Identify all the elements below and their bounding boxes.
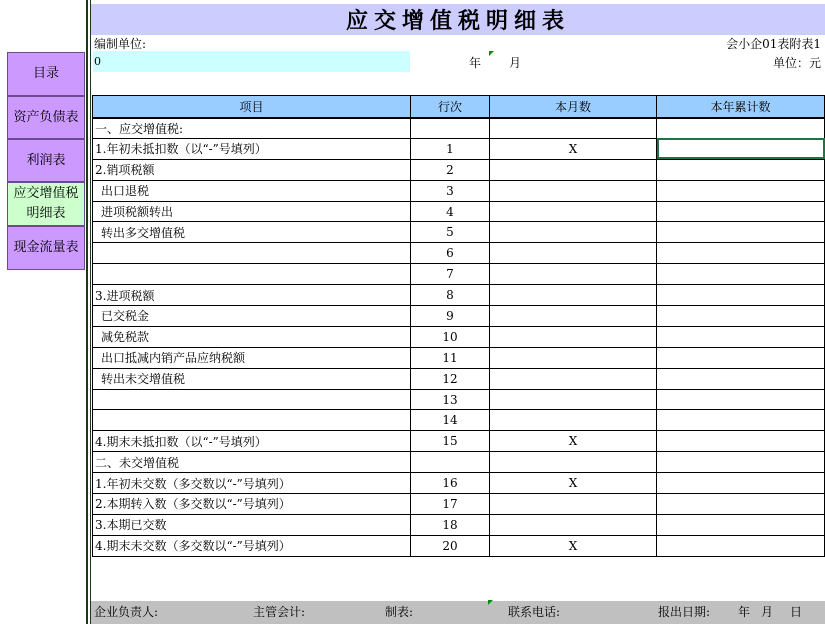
currency-unit-label: 单位：元 [772,56,821,70]
table-row [93,514,825,535]
line-no-cell[interactable]: 3 [411,180,490,201]
item-cell[interactable] [93,389,411,410]
preparer-label: 制表: [385,605,414,619]
item-cell[interactable]: 3.本期已交数 [93,514,411,535]
item-cell[interactable]: 3.进项税额 [93,285,411,306]
table-row [93,452,825,473]
year-to-date-cell[interactable] [657,347,825,368]
column-header-line-no: 行次 [411,96,490,118]
item-cell[interactable]: 出口退税 [93,180,411,201]
item-cell[interactable]: 1.年初未交数（多交数以“-”号填列） [93,473,411,494]
table-row [93,222,825,243]
accountant-label: 主管会计: [253,605,306,619]
year-to-date-cell[interactable] [657,306,825,327]
sheet-title [91,4,825,35]
year-to-date-cell[interactable] [657,431,825,452]
company-name-input[interactable]: 0 [93,51,410,72]
table-row [93,431,825,452]
item-cell[interactable]: 已交税金 [93,306,411,327]
table-row [93,201,825,222]
line-no-cell[interactable]: 18 [411,514,490,535]
nav-vat-detail-button[interactable]: 应交增值税 明细表 [7,182,85,226]
year-to-date-cell[interactable] [657,201,825,222]
line-no-cell[interactable]: 12 [411,368,490,389]
item-cell[interactable] [93,243,411,264]
table-row [93,180,825,201]
comment-marker-icon [489,51,494,56]
sheet-nav [0,0,86,624]
this-month-cell[interactable] [490,452,657,473]
item-cell[interactable]: 1.年初未抵扣数（以“-”号填列） [93,138,411,159]
line-no-cell[interactable]: 20 [411,535,490,556]
year-label: 年 [469,56,482,70]
year-to-date-cell[interactable] [657,118,825,139]
table-row [93,243,825,264]
year-to-date-cell[interactable] [657,410,825,431]
this-month-cell[interactable] [490,410,657,431]
year-to-date-cell[interactable] [657,326,825,347]
item-cell[interactable]: 出口抵减内销产品应纳税额 [93,347,411,368]
year-to-date-cell[interactable] [657,494,825,515]
this-month-cell[interactable] [490,389,657,410]
item-cell[interactable]: 转出多交增值税 [93,222,411,243]
nav-income-statement-button[interactable]: 利润表 [7,139,85,182]
year-to-date-cell[interactable] [657,264,825,285]
table-row [93,410,825,431]
year-to-date-cell[interactable] [657,535,825,556]
this-month-cell[interactable] [490,159,657,180]
year-to-date-cell[interactable] [657,180,825,201]
report-year-label: 年 [738,605,751,619]
table-row [93,535,825,556]
table-row [93,118,825,139]
this-month-cell[interactable]: X [490,473,657,494]
year-to-date-cell[interactable] [657,514,825,535]
line-no-cell[interactable]: 15 [411,431,490,452]
line-no-cell[interactable]: 5 [411,222,490,243]
item-cell[interactable]: 2.销项税额 [93,159,411,180]
year-to-date-cell[interactable] [657,222,825,243]
year-to-date-cell[interactable] [657,389,825,410]
table-row [93,306,825,327]
line-no-cell[interactable]: 16 [411,473,490,494]
divider [90,0,91,624]
year-to-date-cell[interactable] [657,473,825,494]
line-no-cell[interactable]: 2 [411,159,490,180]
this-month-cell[interactable] [490,514,657,535]
table-row [93,264,825,285]
this-month-cell[interactable] [490,326,657,347]
table-row [93,347,825,368]
this-month-cell[interactable] [490,222,657,243]
table-row [93,138,825,159]
report-day-label: 日 [790,605,803,619]
item-cell[interactable]: 二、未交增值税 [93,452,411,473]
line-no-cell[interactable]: 17 [411,494,490,515]
line-no-cell[interactable]: 11 [411,347,490,368]
item-cell[interactable]: 进项税额转出 [93,201,411,222]
item-cell[interactable]: 减免税款 [93,326,411,347]
this-month-cell[interactable] [490,347,657,368]
line-no-cell[interactable]: 7 [411,264,490,285]
this-month-cell[interactable] [490,243,657,264]
line-no-cell[interactable] [411,118,490,139]
line-no-cell[interactable] [411,452,490,473]
line-no-cell[interactable]: 8 [411,285,490,306]
nav-cash-flow-button[interactable]: 现金流量表 [7,226,85,270]
this-month-cell[interactable] [490,118,657,139]
divider [86,0,88,624]
year-to-date-cell[interactable] [657,159,825,180]
column-header-item: 项目 [93,96,411,118]
line-no-cell[interactable]: 13 [411,389,490,410]
table-row [93,494,825,515]
column-header-year-to-date: 本年累计数 [657,96,825,118]
comment-marker-icon [488,600,493,605]
item-cell[interactable]: 2.本期转入数（多交数以“-”号填列） [93,494,411,515]
item-cell[interactable] [93,264,411,285]
this-month-cell[interactable]: X [490,431,657,452]
company-label: 编制单位: [94,37,147,51]
this-month-cell[interactable] [490,494,657,515]
month-label: 月 [509,56,522,70]
table-row [93,159,825,180]
line-no-cell[interactable]: 14 [411,410,490,431]
nav-balance-sheet-button[interactable]: 资产负债表 [7,96,85,139]
this-month-cell[interactable]: X [490,138,657,159]
item-cell[interactable]: 4.期末未交数（多交数以“-”号填列） [93,535,411,556]
this-month-cell[interactable] [490,285,657,306]
line-no-cell[interactable]: 1 [411,138,490,159]
form-code: 会小企01表附表1 [726,37,821,51]
table-row [93,473,825,494]
signature-footer [91,601,825,624]
this-month-cell[interactable] [490,264,657,285]
table-row [93,326,825,347]
year-to-date-cell[interactable] [657,452,825,473]
title-text: 应交增值税明细表 [345,8,570,34]
year-to-date-cell[interactable] [657,243,825,264]
year-to-date-cell[interactable] [657,368,825,389]
line-no-cell[interactable]: 10 [411,326,490,347]
this-month-cell[interactable] [490,306,657,327]
vat-detail-table [92,95,825,557]
line-no-cell[interactable]: 4 [411,201,490,222]
owner-label: 企业负责人: [94,605,159,619]
table-row [93,285,825,306]
item-cell[interactable] [93,410,411,431]
year-to-date-cell[interactable] [657,138,825,159]
line-no-cell[interactable]: 9 [411,306,490,327]
report-month-label: 月 [761,605,774,619]
nav-contents-button[interactable]: 目录 [7,52,85,96]
table-row [93,389,825,410]
report-date-label: 报出日期: [658,605,711,619]
item-cell[interactable]: 一、应交增值税: [93,118,411,139]
table-row [93,368,825,389]
table-header-row [93,96,825,118]
phone-label: 联系电话: [508,605,561,619]
column-header-this-month: 本月数 [490,96,657,118]
this-month-cell[interactable]: X [490,535,657,556]
item-cell[interactable]: 4.期末未抵扣数（以“-”号填列） [93,431,411,452]
year-to-date-cell[interactable] [657,285,825,306]
this-month-cell[interactable] [490,180,657,201]
this-month-cell[interactable] [490,368,657,389]
this-month-cell[interactable] [490,201,657,222]
item-cell[interactable]: 转出未交增值税 [93,368,411,389]
line-no-cell[interactable]: 6 [411,243,490,264]
